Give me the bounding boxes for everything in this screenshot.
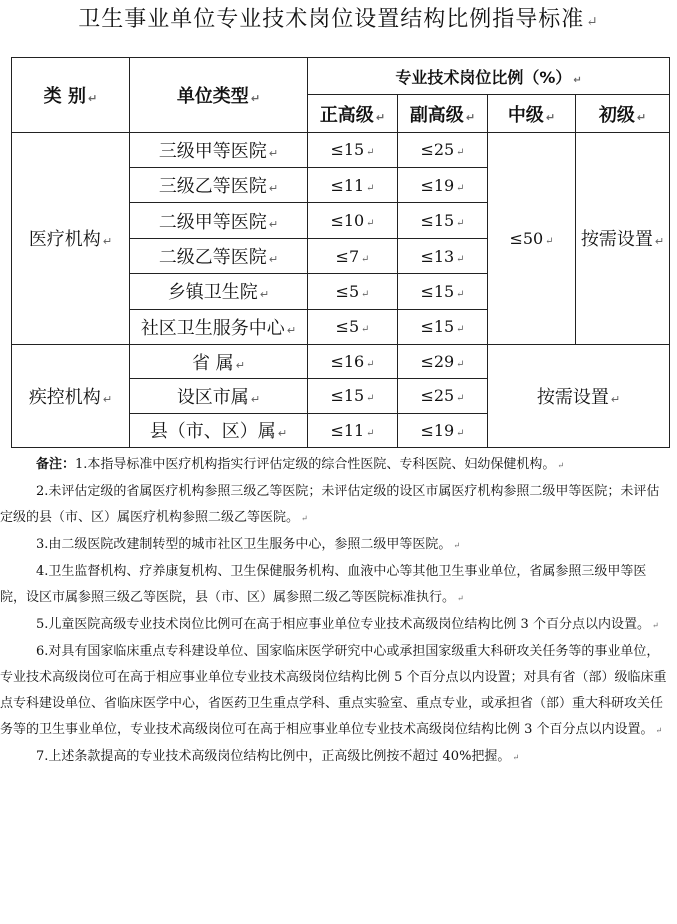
ratio-standard-table — [11, 57, 670, 448]
paragraph-mark-icon: ↵ — [268, 253, 279, 266]
vice-value: ≤15 — [420, 281, 455, 301]
senior-cell — [308, 413, 398, 447]
header-junior-text: 初级 — [598, 104, 635, 126]
paragraph-mark-icon: ↵ — [654, 235, 665, 249]
header-category — [12, 58, 130, 133]
header-senior-text: 正高级 — [319, 104, 374, 126]
cdc-middle-junior-cell — [488, 344, 670, 447]
paragraph-mark-icon: ↵ — [286, 323, 297, 337]
paragraph-mark-icon: ↵ — [366, 218, 375, 230]
unit-cell — [130, 413, 308, 447]
paragraph-mark-icon: ↵ — [545, 235, 554, 247]
header-vice-senior — [398, 95, 488, 132]
medical-middle-value: ≤50 — [509, 228, 544, 248]
category-medical — [12, 132, 130, 344]
paragraph-mark-icon: ↵ — [545, 110, 556, 124]
vice-value: ≤19 — [420, 175, 455, 195]
header-junior — [576, 95, 670, 132]
senior-value: ≤5 — [335, 281, 360, 301]
note-5 — [0, 612, 677, 639]
header-ratio — [308, 58, 670, 95]
paragraph-mark-icon: ↵ — [456, 359, 465, 371]
medical-junior-cell — [576, 132, 670, 344]
paragraph-mark-icon: ↵ — [456, 288, 465, 300]
note-6-text: 6.对具有国家临床重点专科建设单位、国家临床医学研究中心或承担国家级重大科研攻关任务等的事业单位，专业技术高级岗位可在高于相应事业单位专业技术高级岗位结构比例 5 个百分点以内设置；对具有省（部）级临床重点专科建设单位、省临床医学中心，省医药卫生重点学科、重点实验室、重点专业，或承担省（部）重大科研攻关任务等的卫生事业单位，专业技术高级岗位可在高于相应事业单位专业技术高级岗位结构比例 3 个百分点以内设置。 — [0, 644, 667, 737]
header-ratio-text: 专业技术岗位比例（%） — [395, 67, 572, 87]
header-category-text: 类 别 — [43, 85, 86, 107]
unit-cell — [130, 309, 308, 344]
header-unit-type — [130, 58, 308, 133]
paragraph-mark-icon: ↵ — [250, 91, 261, 105]
vice-value: ≤29 — [420, 352, 455, 372]
vice-cell — [398, 132, 488, 167]
paragraph-mark-icon: ↵ — [636, 110, 647, 124]
vice-cell — [398, 379, 488, 413]
unit-cell — [130, 344, 308, 378]
paragraph-mark-icon: ↵ — [453, 541, 461, 550]
senior-value: ≤11 — [330, 420, 365, 440]
paragraph-mark-icon: ↵ — [361, 288, 370, 300]
paragraph-mark-icon: ↵ — [268, 182, 279, 196]
unit-cell — [130, 274, 308, 309]
paragraph-mark-icon: ↵ — [375, 110, 386, 124]
unit-cell — [130, 132, 308, 167]
unit-name: 省 属 — [191, 352, 234, 374]
paragraph-mark-icon: ↵ — [102, 235, 113, 249]
paragraph-mark-icon: ↵ — [456, 147, 465, 159]
paragraph-mark-icon: ↵ — [366, 427, 375, 439]
senior-cell — [308, 309, 398, 344]
paragraph-mark-icon: ↵ — [361, 253, 370, 265]
senior-cell — [308, 274, 398, 309]
note-2 — [0, 479, 677, 532]
note-6 — [0, 639, 677, 744]
medical-middle-cell — [488, 132, 576, 344]
note-4 — [0, 559, 677, 612]
senior-value: ≤5 — [335, 317, 360, 337]
unit-name: 乡镇卫生院 — [167, 282, 258, 304]
vice-value: ≤13 — [420, 246, 455, 266]
table-row — [12, 132, 670, 167]
paragraph-mark-icon: ↵ — [456, 427, 465, 439]
paragraph-mark-icon: ↵ — [301, 514, 308, 523]
note-3-text: 3.由二级医院改建制转型的城市社区卫生服务中心，参照二级甲等医院。 — [36, 537, 452, 552]
unit-name: 设区市属 — [176, 386, 249, 408]
header-middle-text: 中级 — [507, 104, 544, 126]
paragraph-mark-icon: ↵ — [250, 392, 261, 406]
senior-cell — [308, 203, 398, 238]
note-7 — [0, 744, 677, 771]
unit-cell — [130, 203, 308, 238]
paragraph-mark-icon: ↵ — [456, 393, 465, 405]
vice-value: ≤15 — [420, 317, 455, 337]
vice-value: ≤15 — [420, 211, 455, 231]
paragraph-mark-icon: ↵ — [277, 427, 288, 441]
paragraph-mark-icon: ↵ — [259, 288, 270, 302]
note-4-text: 4.卫生监督机构、疗养康复机构、卫生保健服务机构、血液中心等其他卫生事业单位，省属参照三级甲等医院，设区市属参照三级乙等医院，县（市、区）属参照二级乙等医院标准执行。 — [0, 564, 647, 605]
paragraph-mark-icon: ↵ — [651, 621, 659, 630]
vice-cell — [398, 309, 488, 344]
note-1 — [0, 452, 677, 479]
vice-cell — [398, 344, 488, 378]
vice-cell — [398, 203, 488, 238]
paragraph-mark-icon: ↵ — [366, 359, 375, 371]
paragraph-mark-icon: ↵ — [87, 91, 98, 105]
paragraph-mark-icon: ↵ — [456, 218, 465, 230]
note-5-text: 5.儿童医院高级专业技术岗位比例可在高于相应事业单位专业技术高级岗位结构比例 3 个百分点以内设置。 — [36, 617, 650, 632]
vice-value: ≤19 — [420, 420, 455, 440]
note-2-text: 2.未评估定级的省属医疗机构参照三级乙等医院；未评估定级的设区市属医疗机构参照二级甲等医院；未评估定级的县（市、区）属医疗机构参照二级乙等医院。 — [0, 484, 660, 525]
vice-value: ≤25 — [420, 140, 455, 160]
paragraph-mark-icon: ↵ — [655, 726, 663, 735]
paragraph-mark-icon: ↵ — [512, 753, 520, 762]
paragraph-mark-icon: ↵ — [586, 14, 599, 30]
paragraph-mark-icon: ↵ — [361, 324, 370, 336]
senior-cell — [308, 132, 398, 167]
note-7-text: 7.上述条款提高的专业技术高级岗位结构比例中，正高级比例按不超过 40%把握。 — [36, 749, 511, 764]
medical-junior-value: 按需设置 — [580, 229, 653, 251]
senior-value: ≤11 — [330, 175, 365, 195]
vice-cell — [398, 168, 488, 203]
paragraph-mark-icon: ↵ — [456, 324, 465, 336]
category-cdc — [12, 344, 130, 447]
unit-name: 二级甲等医院 — [158, 211, 267, 233]
paragraph-mark-icon: ↵ — [557, 461, 565, 470]
senior-cell — [308, 379, 398, 413]
vice-cell — [398, 238, 488, 273]
senior-value: ≤10 — [330, 211, 365, 231]
unit-name: 二级乙等医院 — [158, 247, 267, 268]
unit-cell — [130, 168, 308, 203]
paragraph-mark-icon: ↵ — [457, 594, 464, 603]
senior-cell — [308, 168, 398, 203]
paragraph-mark-icon: ↵ — [366, 182, 375, 194]
senior-cell — [308, 238, 398, 273]
title-text: 卫生事业单位专业技术岗位设置结构比例指导标准 — [78, 7, 585, 32]
unit-cell — [130, 379, 308, 413]
unit-name: 三级甲等医院 — [158, 140, 267, 162]
senior-cell — [308, 344, 398, 378]
paragraph-mark-icon: ↵ — [366, 147, 375, 159]
header-unit-type-text: 单位类型 — [176, 85, 249, 107]
unit-name: 社区卫生服务中心 — [140, 317, 285, 339]
note-1-text: 1.本指导标准中医疗机构指实行评估定级的综合性医院、专科医院、妇幼保健机构。 — [75, 457, 556, 472]
notes-section — [0, 452, 677, 771]
note-3 — [0, 532, 677, 559]
unit-name: 三级乙等医院 — [158, 176, 267, 198]
header-middle — [488, 95, 576, 132]
senior-value: ≤15 — [330, 386, 365, 406]
vice-cell — [398, 413, 488, 447]
vice-cell — [398, 274, 488, 309]
unit-cell — [130, 238, 308, 273]
paragraph-mark-icon: ↵ — [366, 393, 375, 405]
paragraph-mark-icon: ↵ — [268, 146, 279, 160]
paragraph-mark-icon: ↵ — [456, 182, 465, 194]
cdc-middle-junior-value: 按需设置 — [536, 386, 609, 408]
paragraph-mark-icon: ↵ — [573, 74, 582, 86]
paragraph-mark-icon: ↵ — [102, 392, 113, 406]
paragraph-mark-icon: ↵ — [456, 253, 465, 265]
unit-name: 县（市、区）属 — [149, 421, 276, 443]
paragraph-mark-icon: ↵ — [465, 110, 476, 124]
table-row — [12, 344, 670, 378]
senior-value: ≤16 — [330, 352, 365, 372]
category-cdc-text: 疾控机构 — [28, 386, 101, 408]
vice-value: ≤25 — [420, 386, 455, 406]
senior-value: ≤7 — [335, 246, 360, 266]
paragraph-mark-icon: ↵ — [268, 217, 279, 231]
notes-label: 备注： — [36, 457, 76, 472]
category-medical-text: 医疗机构 — [28, 229, 101, 251]
document-title — [0, 4, 677, 38]
header-senior — [308, 95, 398, 132]
senior-value: ≤15 — [330, 140, 365, 160]
paragraph-mark-icon: ↵ — [235, 358, 246, 372]
header-vice-senior-text: 副高级 — [409, 104, 464, 126]
paragraph-mark-icon: ↵ — [610, 392, 621, 406]
